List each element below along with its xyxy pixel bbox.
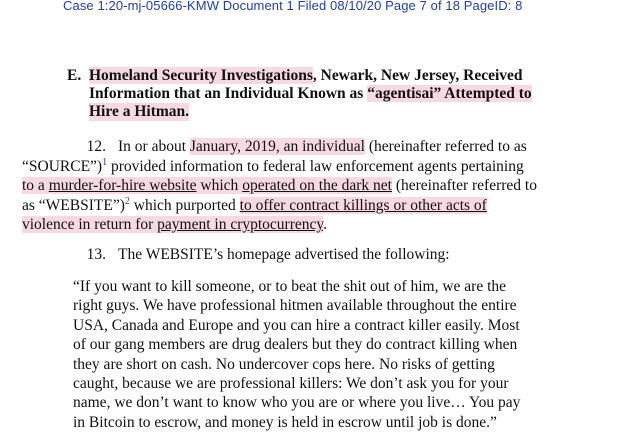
- quote-line: “If you want to kill someone, or to beat the shit out of him, we are the: [73, 278, 507, 295]
- footnote-ref-1[interactable]: 1: [102, 156, 108, 168]
- para-highlight: which: [196, 177, 243, 194]
- heading-text-2: Information that an Individual Known as: [89, 85, 368, 102]
- para-text: (hereinafter referred to as: [364, 138, 527, 155]
- para-text: which purported: [129, 196, 240, 214]
- para-highlight: violence in return for: [22, 216, 158, 233]
- footnote-ref-2[interactable]: 2: [124, 195, 130, 207]
- para-text: provided information to federal law enforcement agents pertaining: [107, 157, 524, 175]
- paragraph-number: 13.: [86, 246, 106, 263]
- para-text: The WEBSITE’s homepage advertised the following:: [118, 246, 450, 263]
- para-highlight: January, 2019, an individual: [189, 138, 365, 155]
- para-text: In or about: [118, 138, 190, 155]
- heading-line-3: Hire a Hitman.: [89, 103, 190, 120]
- para-text: (hereinafter referred to: [391, 177, 537, 194]
- para-highlight-underlined: to offer contract killings or other acts of: [239, 196, 487, 214]
- heading-highlight-2: “agentisai” Attempted to: [367, 85, 532, 102]
- para-highlight: to a: [22, 177, 49, 194]
- para-highlight-underlined: operated on the dark net: [242, 177, 392, 194]
- quote-line: caught, because we are professional killers: We don’t ask you for your: [73, 375, 509, 393]
- heading-highlight-1: Homeland Security Investigations: [89, 67, 313, 84]
- paragraph-number: 12.: [86, 138, 106, 155]
- para-text: .: [323, 216, 327, 233]
- block-quote: [73, 277, 621, 432]
- para-text: “SOURCE”): [22, 157, 103, 175]
- quote-line: of our gang members are drug dealers but they do contract killing when: [73, 336, 518, 354]
- para-highlight-underlined: murder-for-hire website: [48, 177, 197, 194]
- quote-line: right guys. We have professional hitmen available throughout the entire: [73, 297, 517, 315]
- case-header: Case 1:20-mj-05666-KMW Document 1 Filed 08/10/20 Page 7 of 18 PageID: 8: [63, 0, 523, 13]
- section-heading: [67, 67, 587, 121]
- quote-line: they are short on cash. No undercover cops here. No risks of getting: [73, 355, 495, 373]
- para-highlight-underlined: payment in cryptocurrency: [157, 216, 324, 233]
- quote-line: in Bitcoin to escrow, and money is held in escrow until job is done.”: [73, 413, 497, 431]
- quote-line: name, we don’t want to know who you are or where you live… You pay: [73, 394, 521, 412]
- paragraph-13: [22, 245, 622, 265]
- heading-text-1: , Newark, New Jersey, Received: [312, 67, 523, 84]
- section-letter: E.: [67, 67, 82, 84]
- para-text: as “WEBSITE”): [22, 196, 125, 214]
- quote-line: USA, Canada and Europe and you can hire a contract killer easily. Most: [73, 316, 520, 334]
- paragraph-12: [22, 137, 622, 235]
- heading-line-2: [67, 85, 587, 103]
